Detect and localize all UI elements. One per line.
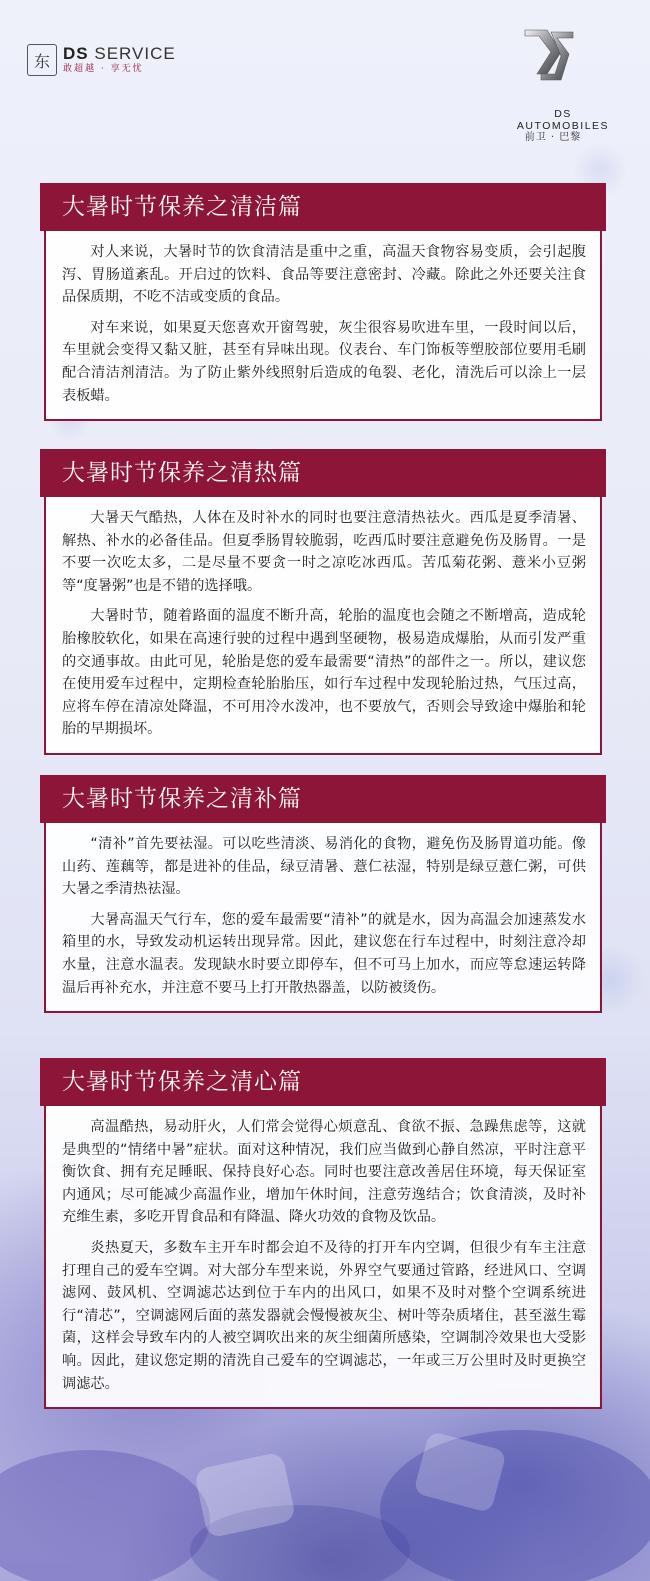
section-paragraph: 大暑时节，随着路面的温度不断升高，轮胎的温度也会随之不断增高，造成轮胎橡胶软化，如果在高速行驶的过程中遇到坚硬物，极易造成爆胎，从而引发严重的交通事故。由此可见，轮胎是您的爱车最需要“清热”的部件之一。所以，建议您在使用爱车过程中，定期检查轮胎胎压，如行车过程中发现轮胎过热，气压过高，应将车停在清凉处降温，不可用冷水泼冲，也不要放气，否则会导致途中爆胎和轮胎的早期损坏。 [62,608,586,738]
ds-service-tagline: 敢超越 · 享无忧 [63,63,144,74]
section-nourishing [40,775,606,1013]
section-cleaning [40,183,606,421]
ds-service-title [63,45,176,63]
section-title: 大暑时节保养之清热篇 [40,449,606,497]
section-paragraph: 大暑高温天气行车，您的爱车最需要“清补”的就是水，因为高温会加速蒸发水箱里的水，导致发动机运转出现异常。因此，建议您在行车过程中，时刻注意冷却水量，注意水温表。发现缺水时要立即停车，但不可马上加水，而应等怠速运转降温后再补充水，并注意不要马上打开散热器盖，以防被烫伤。 [62,911,586,996]
section-title: 大暑时节保养之清补篇 [40,775,606,823]
section-body [44,1106,602,1409]
section-paragraph: 对车来说，如果夏天您喜欢开窗驾驶，灰尘很容易吹进车里，一段时间以后，车里就会变得又黏又脏，甚至有异味出现。仪表台、车门饰板等塑胶部位要用毛刷配合清洁剂清洁。为了防止紫外线照射后造成的龟裂、老化，清洗后可以涂上一层表板蜡。 [62,319,586,404]
ds-automobiles-tagline: 前卫 · 巴黎 [524,132,582,143]
section-paragraph: 大暑天气酷热，人体在及时补水的同时也要注意清热祛火。西瓜是夏季清暑、解热、补水的必备佳品。但夏季肠胃较脆弱，吃西瓜时要注意避免伤及肠胃。一是不要一次吃太多，二是尽量不要贪一时之凉吃冰西瓜。苦瓜菊花粥、薏米小豆粥等“度暑粥”也是不错的选择哦。 [62,510,586,594]
ds-service-mark-text: 东 [33,51,50,71]
section-paragraph: “清补”首先要祛湿。可以吃些清淡、易消化的食物，避免伤及肠胃道功能。像山药、莲藕等，都是进补的佳品，绿豆清暑、薏仁祛湿，特别是绿豆薏仁粥，可供大暑之季清热祛湿。 [62,836,586,898]
section-paragraph: 高温酷热，易动肝火，人们常会觉得心烦意乱、食欲不振、急躁焦虑等，这就是典型的“情绪中暑”症状。面对这种情况，我们应当做到心静自然凉，平时注意平衡饮食、拥有充足睡眠、保持良好心态。同时也要注意改善居住环境，每天保证室内通风；尽可能减少高温作业，增加午休时间，注意劳逸结合；饮食清淡，及时补充维生素，多吃开胃食品和有降温、降火功效的食物及饮品。 [62,1119,586,1226]
ds-service-mark-icon [27,44,57,76]
ds-automobiles-logo-icon [515,22,585,92]
section-body [44,823,602,1013]
section-title: 大暑时节保养之清洁篇 [40,183,606,231]
section-body [44,497,602,755]
section-title: 大暑时节保养之清心篇 [40,1058,606,1106]
ds-service-logo [27,44,176,76]
section-cooling [40,449,606,755]
section-body [44,231,602,421]
header [0,0,650,160]
section-paragraph: 炎热夏天，多数车主开车时都会迫不及待的打开车内空调，但很少有车主注意打理自己的爱车空调。对大部分车型来说，外界空气要通过管路，经进风口、空调滤网、鼓风机、空调滤芯达到位于车内的出风口，如果不及时对整个空调系统进行“清芯”，空调滤网后面的蒸发器就会慢慢被灰尘、树叶等杂质堵住，甚至滋生霉菌，这样会导致车内的人被空调吹出来的灰尘细菌所感染，空调制冷效果也大受影响。因此，建议您定期的清洗自己爱车的空调滤芯，一年或三万公里时及时更换空调滤芯。 [62,1239,586,1392]
ds-service-brand: DS [63,43,89,63]
section-calm-mind [40,1058,606,1409]
ice-water-background-art [0,1400,650,1581]
ds-automobiles-wordmark: DS AUTOMOBILES [516,108,610,132]
ds-service-name: SERVICE [94,43,176,63]
section-paragraph: 对人来说，大暑时节的饮食清洁是重中之重，高温天食物容易变质，会引起腹泻、胃肠道紊乱。开启过的饮料、食品等要注意密封、冷藏。除此之外还要关注食品保质期，不吃不洁或变质的食品。 [62,244,586,306]
